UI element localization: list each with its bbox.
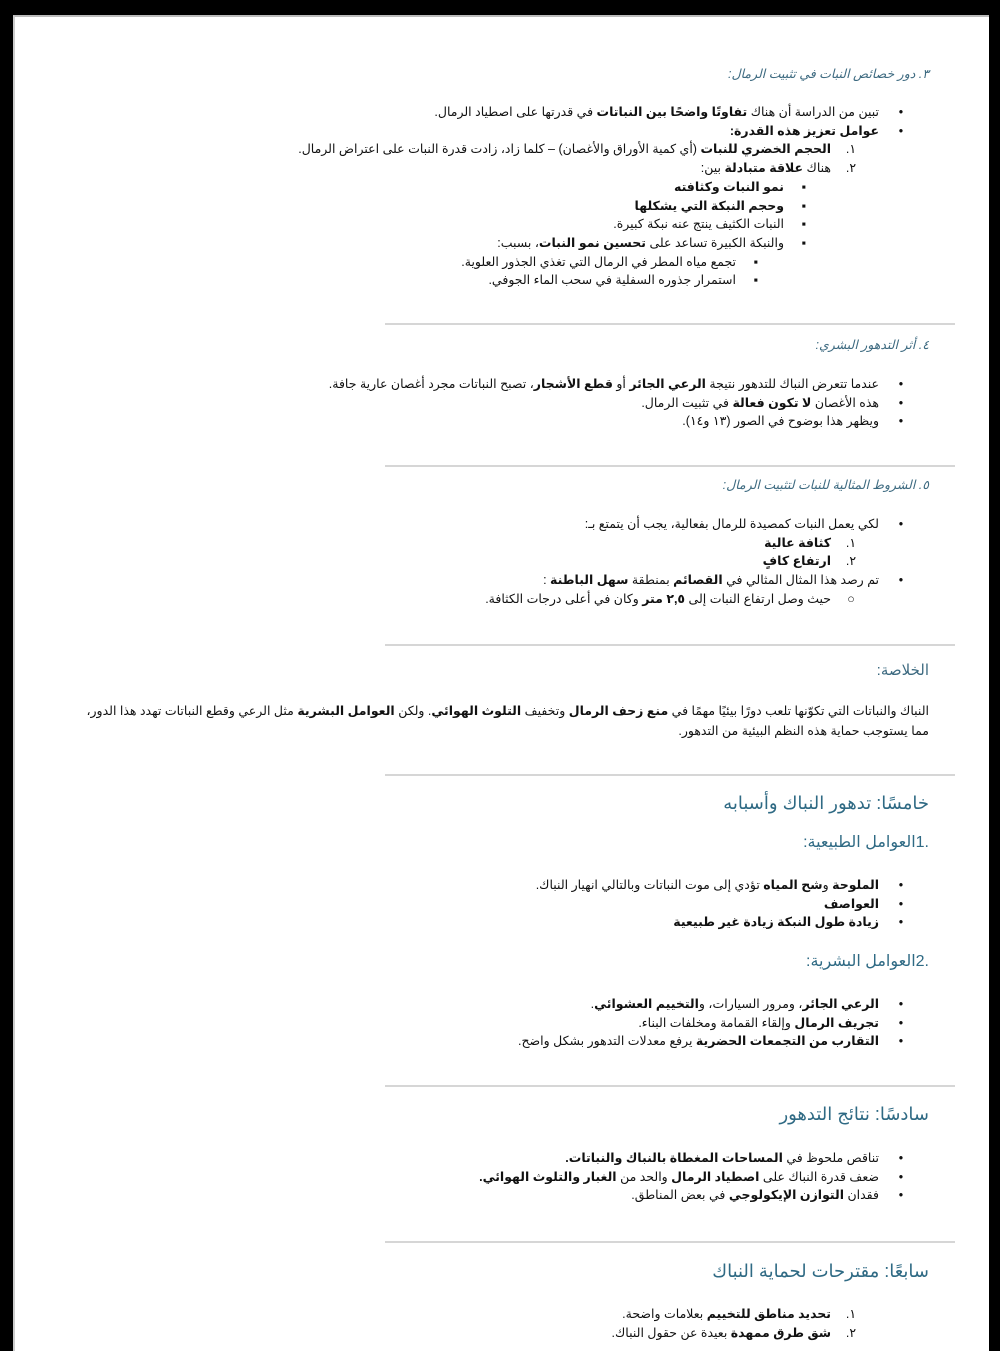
bold-text: العواصف: [823, 896, 879, 911]
text: والنبكة الكبيرة تساعد على: [645, 235, 784, 250]
bullet-icon: •: [898, 105, 904, 119]
human-factors-heading: .2العوامل البشرية:: [806, 953, 929, 970]
list-item: [298, 159, 929, 178]
text: في قدرتها على اصطياد الرمال.: [434, 105, 597, 119]
list-item: [485, 515, 929, 534]
list-item: [485, 534, 929, 553]
bold-text: الملوحة: [832, 878, 879, 892]
list-number: ١.: [845, 142, 857, 157]
bullet-icon: •: [898, 573, 904, 588]
bullet-icon: •: [898, 395, 904, 410]
fifth-heading: خامسًا: تدهور النباك وأسبابه: [723, 793, 929, 813]
bullet-icon: •: [898, 997, 904, 1011]
divider: [385, 774, 955, 776]
text: ويظهر هذا بوضوح في الصور (١٣ و١٤).: [682, 414, 879, 429]
bold-text: زيادة طول النبكة زيادة غير طبيعية: [673, 915, 879, 930]
text: . ولكن: [394, 704, 432, 718]
text: هناك: [803, 161, 831, 176]
text: ، بسبب:: [497, 235, 539, 250]
text: بين:: [700, 161, 725, 176]
list-item: [298, 178, 929, 197]
list-number: ٢.: [845, 161, 857, 176]
bold-text: العوامل البشرية: [297, 704, 395, 718]
bullet-icon: •: [898, 517, 904, 531]
text: تناقص ملحوظ في: [782, 1151, 879, 1165]
bullet-icon: •: [898, 1034, 904, 1049]
list-item: [298, 253, 929, 272]
summary-heading: الخلاصة:: [876, 662, 929, 679]
list-item: [536, 895, 929, 914]
divider: [385, 1241, 955, 1243]
divider: [385, 644, 955, 646]
bold-text: ٢,٥ متر: [642, 591, 686, 606]
bold-text: شق طرق ممهدة: [730, 1325, 831, 1340]
list-item: [298, 234, 929, 253]
bullet-icon: •: [898, 377, 904, 391]
list-item: [298, 122, 929, 141]
list-item: [298, 103, 929, 122]
text: تبين من الدراسة أن هناك: [747, 105, 879, 119]
text: وكان في أعلى درجات الكثافة.: [485, 591, 643, 606]
bold-text: تفاوتًا واضحًا بين النباتات: [596, 105, 748, 119]
text: النبات الكثيف ينتج عنه نبكة كبيرة.: [613, 217, 784, 232]
bold-text: نمو النبات وكثافته: [674, 179, 784, 194]
bold-text: قطع الأشجار: [533, 377, 613, 391]
text: حيث وصل ارتفاع النبات إلى: [685, 591, 831, 606]
bullet-icon: ▪: [801, 235, 807, 250]
bullet-icon: •: [898, 1169, 904, 1184]
divider: [385, 323, 955, 325]
sixth-heading: سادسًا: نتائج التدهور: [779, 1104, 929, 1124]
divider: [385, 465, 955, 467]
bold-text: عوامل تعزيز هذه القدرة:: [729, 123, 879, 138]
bullet-icon: •: [898, 1151, 904, 1165]
bullet-icon: •: [898, 896, 904, 911]
text: وتخفيف: [521, 704, 569, 718]
text: :: [543, 573, 551, 588]
bold-text: لا تكون فعالة: [732, 395, 812, 410]
list-item: [298, 197, 929, 216]
sixth-list: [479, 1149, 929, 1205]
section-4-list: [329, 375, 929, 431]
list-item: [329, 375, 929, 394]
section-3-list: [298, 103, 929, 290]
text: تم رصد هذا المثال المثالي في: [722, 573, 879, 588]
text: و: [822, 878, 833, 892]
text: .: [590, 997, 595, 1011]
natural-factors-list: [536, 876, 929, 932]
bullet-icon: •: [898, 1188, 904, 1203]
list-number: ١.: [845, 1307, 857, 1321]
list-item: [298, 140, 929, 159]
bold-text: سهل الباطنة: [550, 573, 629, 588]
section-5-heading: ٥. الشروط المثالية للنبات لتثبيت الرمال:: [722, 478, 929, 492]
list-number: ٢.: [845, 1325, 857, 1340]
summary-paragraph: [67, 701, 929, 741]
list-item: [298, 271, 929, 290]
bullet-icon: ▪: [753, 254, 759, 269]
document-page: [13, 15, 989, 1351]
list-number: ١.: [845, 535, 857, 550]
list-item: [518, 995, 929, 1014]
text: بعلامات واضحة.: [622, 1307, 707, 1321]
natural-factors-heading: .1العوامل الطبيعية:: [803, 834, 929, 851]
list-item: [518, 1014, 929, 1033]
seventh-heading: سابعًا: مقترحات لحماية النباك: [712, 1261, 929, 1281]
text: عندما تتعرض النباك للتدهور نتيجة: [705, 377, 879, 391]
bullet-icon: •: [898, 915, 904, 930]
bullet-icon: •: [898, 123, 904, 138]
bullet-icon: ▪: [801, 198, 807, 213]
bold-text: التوازن الإيكولوجي: [728, 1188, 844, 1203]
human-factors-list: [518, 995, 929, 1051]
bullet-icon: ▪: [753, 273, 759, 288]
bold-text: التلوث الهوائي: [431, 704, 522, 718]
text: لكي يعمل النبات كمصيدة للرمال بفعالية، يجب أن يتمتع بـ:: [584, 517, 879, 531]
bullet-icon: ▪: [801, 217, 807, 232]
bullet-icon: ○: [847, 591, 855, 606]
text: والحد من: [616, 1169, 672, 1184]
bullet-icon: ▪: [801, 179, 807, 194]
bullet-icon: •: [898, 878, 904, 892]
section-3-heading: ٣. دور خصائص النبات في تثبيت الرمال:: [728, 67, 929, 81]
text: فقدان: [844, 1188, 879, 1203]
bold-text: القصائم: [673, 573, 723, 588]
text: بمنطقة: [628, 573, 674, 588]
bold-text: الرعي الجائر: [629, 377, 706, 391]
text: تجمع مياه المطر في الرمال التي تغذي الجذور العلوية.: [461, 254, 736, 269]
bullet-icon: •: [898, 414, 904, 429]
text: ، تصبح النباتات مجرد أغصان عارية جافة.: [328, 377, 534, 391]
text: في تثبيت الرمال.: [641, 395, 733, 410]
list-number: ٢.: [845, 554, 857, 569]
text: هذه الأغصان: [811, 395, 879, 410]
list-item: [536, 913, 929, 932]
text: ضعف قدرة النباك على: [759, 1169, 879, 1184]
section-4-heading: ٤. أثر التدهور البشري:: [815, 338, 929, 352]
text: بعيدة عن حقول النباك.: [611, 1325, 731, 1340]
list-item: [518, 1032, 929, 1051]
bold-text: ارتفاع كافٍ: [762, 554, 831, 569]
text: (أي كمية الأوراق والأغصان) – كلما زاد، زادت قدرة النبات على اعتراض الرمال.: [298, 142, 701, 157]
list-item: [298, 215, 929, 234]
text: النباك والنباتات التي تكوّنها تلعب دورًا بيئيًا مهمًا في: [668, 704, 929, 718]
bullet-icon: •: [898, 1015, 904, 1030]
list-item: [485, 571, 929, 590]
bold-text: الرعي الجائر: [802, 997, 879, 1011]
bold-text: الحجم الخضري للنبات: [700, 142, 831, 157]
bold-text: علاقة متبادلة: [724, 161, 804, 176]
list-item: [485, 590, 929, 609]
list-item: [485, 552, 929, 571]
bold-text: منع زحف الرمال: [568, 704, 669, 718]
bold-text: التقارب من التجمعات الحضرية: [695, 1034, 879, 1049]
section-5-list: [485, 515, 929, 609]
list-item: [479, 1149, 929, 1168]
text: في بعض المناطق.: [631, 1188, 729, 1203]
text: مثل الرعي وقطع النباتات تهدد هذا الدور، مما يستوجب حماية هذه النظم البيئية من التدهور.: [86, 704, 929, 738]
text: يرفع معدلات التدهور بشكل واضح.: [518, 1034, 696, 1049]
divider: [385, 1085, 955, 1087]
text: ، ومرور السيارات، و: [698, 997, 803, 1011]
list-item: [536, 876, 929, 895]
list-item: [612, 1305, 929, 1324]
list-item: [612, 1324, 929, 1343]
bold-text: اصطياد الرمال: [671, 1169, 760, 1184]
bold-text: وحجم النبكة التي يشكلها: [634, 198, 784, 213]
list-item: [479, 1186, 929, 1205]
bold-text: المساحات المغطاة بالنباك والنباتات.: [565, 1151, 783, 1165]
bold-text: الغبار والتلوث الهوائي.: [479, 1169, 617, 1184]
bold-text: التخييم العشوائي: [594, 997, 699, 1011]
list-item: [329, 394, 929, 413]
bold-text: تحديد مناطق للتخييم: [706, 1307, 831, 1321]
bold-text: تجريف الرمال: [794, 1015, 879, 1030]
text: تؤدي إلى موت النباتات وبالتالي انهيار النباك.: [535, 878, 764, 892]
text: أو: [612, 377, 630, 391]
list-item: [479, 1168, 929, 1187]
bold-text: كثافة عالية: [764, 535, 831, 550]
bold-text: شح المياه: [763, 878, 823, 892]
seventh-list: [612, 1305, 929, 1342]
bold-text: تحسين نمو النبات: [538, 235, 646, 250]
text: وإلقاء القمامة ومخلفات البناء.: [638, 1015, 795, 1030]
text: استمرار جذوره السفلية في سحب الماء الجوفي.: [488, 273, 736, 288]
list-item: [329, 412, 929, 431]
